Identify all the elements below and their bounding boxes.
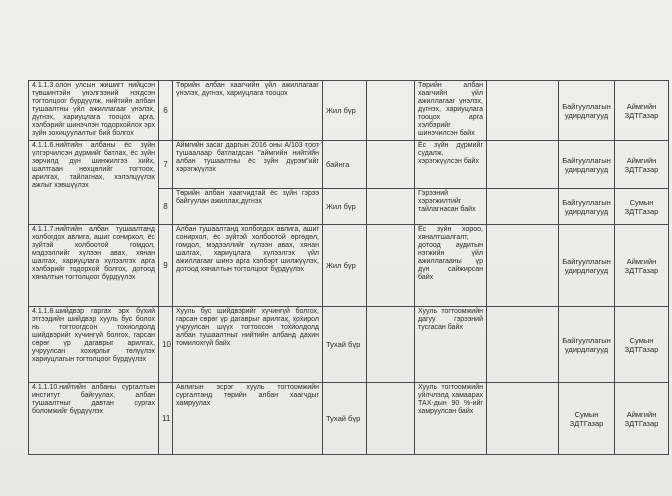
empty-cell (487, 81, 559, 141)
table-row (29, 307, 669, 383)
goal-cell: 4.1.1.6.нийтийн албаны ёс зүйн үлгэрчилсэн дүрмийг батлах, ёс зүйн зөрчилд дүн шинжилгээ хийх, шалтгаан нөхцөлийг тогтоох, арилгах, тайлагнах, хэлэлцүүлэх ажлыг хэвшүүлэх (29, 141, 159, 225)
organization-cell: Аймгийн ЗДТГазар (615, 141, 669, 189)
table-row (29, 225, 669, 307)
action-cell: Төрийн албан хаагчийн үйл ажиллагааг үнэлэх, дүгнэх, хариуцлага тооцох (173, 81, 323, 141)
result-cell: Ёс зүйн дүрмийг судалж, хэрэгжүүлсэн байх (415, 141, 487, 189)
row-number: 11 (159, 383, 173, 455)
result-cell: Хууль тогтоомжийн дагуу гэрээний тусгасан байх (415, 307, 487, 383)
organization-cell: Сумын ЗДТГазар (615, 189, 669, 225)
result-cell: Төрийн албан хаагчийн үйл ажиллагааг үнэлэх, дүгнэх, хариуцлага тооцох арга хэлбэрийг шинэчилсэн байх (415, 81, 487, 141)
organization-cell: Аймгийн ЗДТГазар (615, 81, 669, 141)
result-cell: Ёс зүйн хороо, хяналтшалгалт, дотоод аудитын нэгжийн үйл ажиллагааны үр дүн сайжирсан байх (415, 225, 487, 307)
action-cell: Албан тушаалтанд холбогдох авлига, ашиг сонирхол, ёс зүйтэй холбоотой өргөдөл, гомдол, мэдээллийг хүлээн авах, хянан шалгах, хариуцлага хүлээлгэх үйл ажиллагааг шинэ арга хэлбэрт шилжүүлэх, дотоод хяналтын тогтолцоог бүрдүүлэх (173, 225, 323, 307)
term-cell: Тухай бүр (323, 383, 367, 455)
row-number: 6 (159, 81, 173, 141)
term-cell: Жил бүр (323, 225, 367, 307)
goal-cell: 4.1.1.3.олон улсын жишигт нийцсэн түвшинтэйн үнэлгээний нэгдсэн тогтолцоог бүрдүүлж, нийтийн албан тушаалтны үйл ажиллагааг үнэлэх, дүгнэх, хариуцлага тооцох арга, хэлбэрийг шинэчлэн тодорхойлох эрх зүйн зохицуулалтыг бий болгох (29, 81, 159, 141)
term-cell: Жил бүр (323, 81, 367, 141)
responsible-cell: Байгууллагын удирдлагууд (559, 81, 615, 141)
empty-cell (487, 141, 559, 189)
empty-cell (367, 141, 415, 189)
row-number: 8 (159, 189, 173, 225)
empty-cell (487, 307, 559, 383)
action-cell: Авлигын эсрэг хууль тогтоомжийн сургалтанд төрийн албан хаагчдыг хамруулах (173, 383, 323, 455)
goal-cell: 4.1.1.10.нийтийн албаны сургалтын институт байгуулах, албан тушаалтныг давтан сургах боломжийг бүрдүүлэх (29, 383, 159, 455)
term-cell: Жил бүр (323, 189, 367, 225)
table-row (29, 141, 669, 189)
table-row (29, 383, 669, 455)
empty-cell (367, 307, 415, 383)
result-cell: Хууль тогтоомжийн үйлчлэлд хамаарах ТАХ-дын 90 %-ийг хамруулсан байх (415, 383, 487, 455)
organization-cell: Сумын ЗДТГазар (615, 307, 669, 383)
empty-cell (367, 189, 415, 225)
empty-cell (487, 225, 559, 307)
organization-cell: Аймгийн ЗДТГазар (615, 225, 669, 307)
empty-cell (367, 225, 415, 307)
term-cell: Тухай бүр (323, 307, 367, 383)
responsible-cell: Сумын ЗДТГазар (559, 383, 615, 455)
responsible-cell: Байгууллагын удирдлагууд (559, 189, 615, 225)
row-number: 7 (159, 141, 173, 189)
empty-cell (487, 383, 559, 455)
result-cell: Гэрээний хэрэгжилтийг тайлагнасан байх (415, 189, 487, 225)
term-cell: байнга (323, 141, 367, 189)
responsible-cell: Байгууллагын удирдлагууд (559, 307, 615, 383)
action-cell: Хууль бус шийдвэрийг хүчингүй болгох, гарсан сөрөг үр дагаврыг арилгах, хохирол учруулсан шүүх тогтоосон тохиолдолд албан тушаалтныг нийтийн албанд дахин томилохгүй байх (173, 307, 323, 383)
action-cell: Аймгийн засаг даргын 2016 оны А/103 тоот тушаалаар батлагдсан "аймгийн нийтийн албан тушаалтны ёс зүйн дүрэм"ийг хэрэгжүүлэх (173, 141, 323, 189)
empty-cell (367, 81, 415, 141)
goal-cell: 4.1.1.7.нийтийн албан тушаалтанд холбогдох авлига, ашиг сонирхол, ёс зүйтэй холбоотой гомдол, мэдээллийг хүлээн авах, хянан шалгах, хариуцлага хүлээлгэх арга хэлбэрийг тодорхой болгох, дотоод хяналтын тогтолцоог бүрдүүлэх (29, 225, 159, 307)
organization-cell: Аймгийн ЗДТГазар (615, 383, 669, 455)
action-cell: Төрийн албан хаагчидтай ёс зүйн гэрээ байгуулан ажиллах,дүгнэх (173, 189, 323, 225)
action-plan-table (28, 80, 669, 455)
row-number: 10 (159, 307, 173, 383)
goal-cell: 4.1.1.8.шийдвэр гаргах эрх бүхий этгээдийн шийдвэр хууль бус болох нь тогтоогдсон тохиолдолд шийдвэрийг хүчингүй болгох, гарсан сөрөг үр дагаврыг арилгах, учруулсан хохирлыг төлүүлэх хариуцлагын тогтолцоог бүрдүүлэх (29, 307, 159, 383)
empty-cell (367, 383, 415, 455)
empty-cell (487, 189, 559, 225)
responsible-cell: Байгууллагын удирдлагууд (559, 141, 615, 189)
responsible-cell: Байгууллагын удирдлагууд (559, 225, 615, 307)
table-row (29, 81, 669, 141)
row-number: 9 (159, 225, 173, 307)
